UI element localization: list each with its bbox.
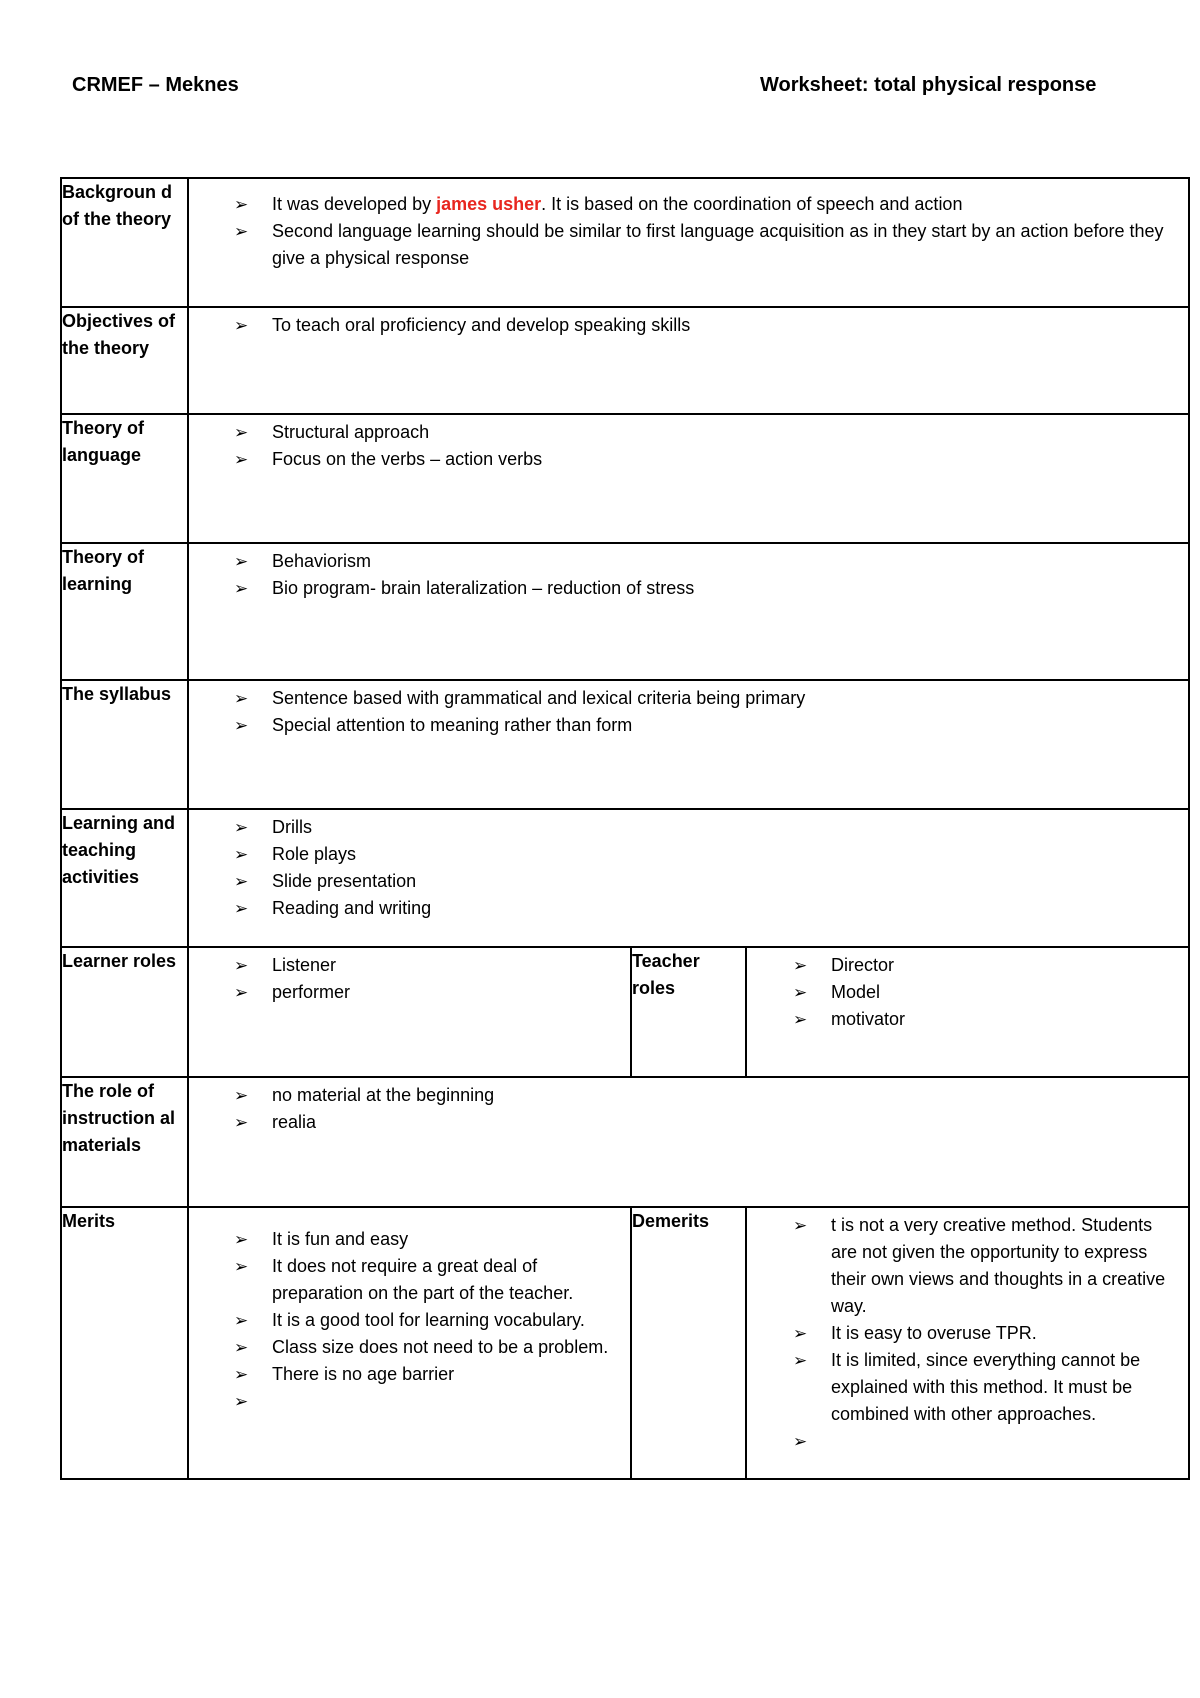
list-item: ➢ Structural approach [234,419,1176,446]
list-item: ➢ It is easy to overuse TPR. [793,1320,1176,1347]
list-item: ➢ Focus on the verbs – action verbs [234,446,1176,473]
list-item: ➢ To teach oral proficiency and develop speaking skills [234,312,1176,339]
list-item: ➢ Second language learning should be similar to first language acquisition as in they start by an action before they give a physical response [234,218,1176,272]
list-item: ➢ Role plays [234,841,1176,868]
label-activities: Learning and teaching activities [61,809,188,947]
content-materials [188,1077,1189,1207]
list-item: ➢ It was developed by james usher. It is based on the coordination of speech and action [234,191,1176,218]
list-item-empty [234,1388,618,1415]
label-objectives: Objectives of the theory [61,307,188,414]
list-item: ➢ Special attention to meaning rather than form [234,712,1176,739]
label-materials: The role of instruction al materials [61,1077,188,1207]
label-learner-roles: Learner roles [61,947,188,1077]
institution-title: CRMEF – Meknes [72,74,239,96]
list-item: ➢ Drills [234,814,1176,841]
list-item: ➢ Sentence based with grammatical and lexical criteria being primary [234,685,1176,712]
content-background [188,178,1189,307]
label-demerits: Demerits [631,1207,746,1479]
list-item-empty [793,1428,1176,1455]
label-syllabus: The syllabus [61,680,188,809]
label-theory-learning: Theory of learning [61,543,188,680]
list-item: ➢ Reading and writing [234,895,1176,922]
content-theory-learning [188,543,1189,680]
list-item: ➢ realia [234,1109,1176,1136]
content-learner-roles [188,947,631,1077]
worksheet-title: Worksheet: total physical response [760,74,1097,96]
row-activities [61,809,1189,947]
label-teacher-roles: Teacher roles [631,947,746,1077]
row-roles [61,947,1189,1077]
content-activities [188,809,1189,947]
row-theory-learning [61,543,1189,680]
label-background: Backgroun d of the theory [61,178,188,307]
content-theory-language [188,414,1189,543]
content-objectives [188,307,1189,414]
list-item: ➢ It is limited, since everything cannot be explained with this method. It must be combined with other approaches. [793,1347,1176,1428]
list-item: ➢ It is fun and easy [234,1226,618,1253]
content-merits [188,1207,631,1479]
content-syllabus [188,680,1189,809]
content-teacher-roles [746,947,1189,1077]
list-item: ➢ It does not require a great deal of preparation on the part of the teacher. [234,1253,618,1307]
list-item: ➢ no material at the beginning [234,1082,1176,1109]
label-merits: Merits [61,1207,188,1479]
content-demerits [746,1207,1189,1479]
list-item: ➢ Behaviorism [234,548,1176,575]
highlight-name: james usher [436,194,542,214]
worksheet-table [60,177,1190,1480]
list-item: ➢ Listener [234,952,618,979]
label-theory-language: Theory of language [61,414,188,543]
row-objectives [61,307,1189,414]
list-item: ➢ It is a good tool for learning vocabulary. [234,1307,618,1334]
list-item: ➢ t is not a very creative method. Students are not given the opportunity to express their own views and thoughts in a creative way. [793,1212,1176,1320]
list-item: ➢ motivator [793,1006,1176,1033]
row-theory-language [61,414,1189,543]
list-item: ➢ performer [234,979,618,1006]
list-item: ➢ Class size does not need to be a problem. [234,1334,618,1361]
list-item: ➢ Slide presentation [234,868,1176,895]
row-merits [61,1207,1189,1479]
row-materials [61,1077,1189,1207]
list-item: ➢ Director [793,952,1176,979]
row-syllabus [61,680,1189,809]
list-item: ➢ Bio program- brain lateralization – reduction of stress [234,575,1176,602]
row-background [61,178,1189,307]
list-item: ➢ There is no age barrier [234,1361,618,1388]
list-item: ➢ Model [793,979,1176,1006]
